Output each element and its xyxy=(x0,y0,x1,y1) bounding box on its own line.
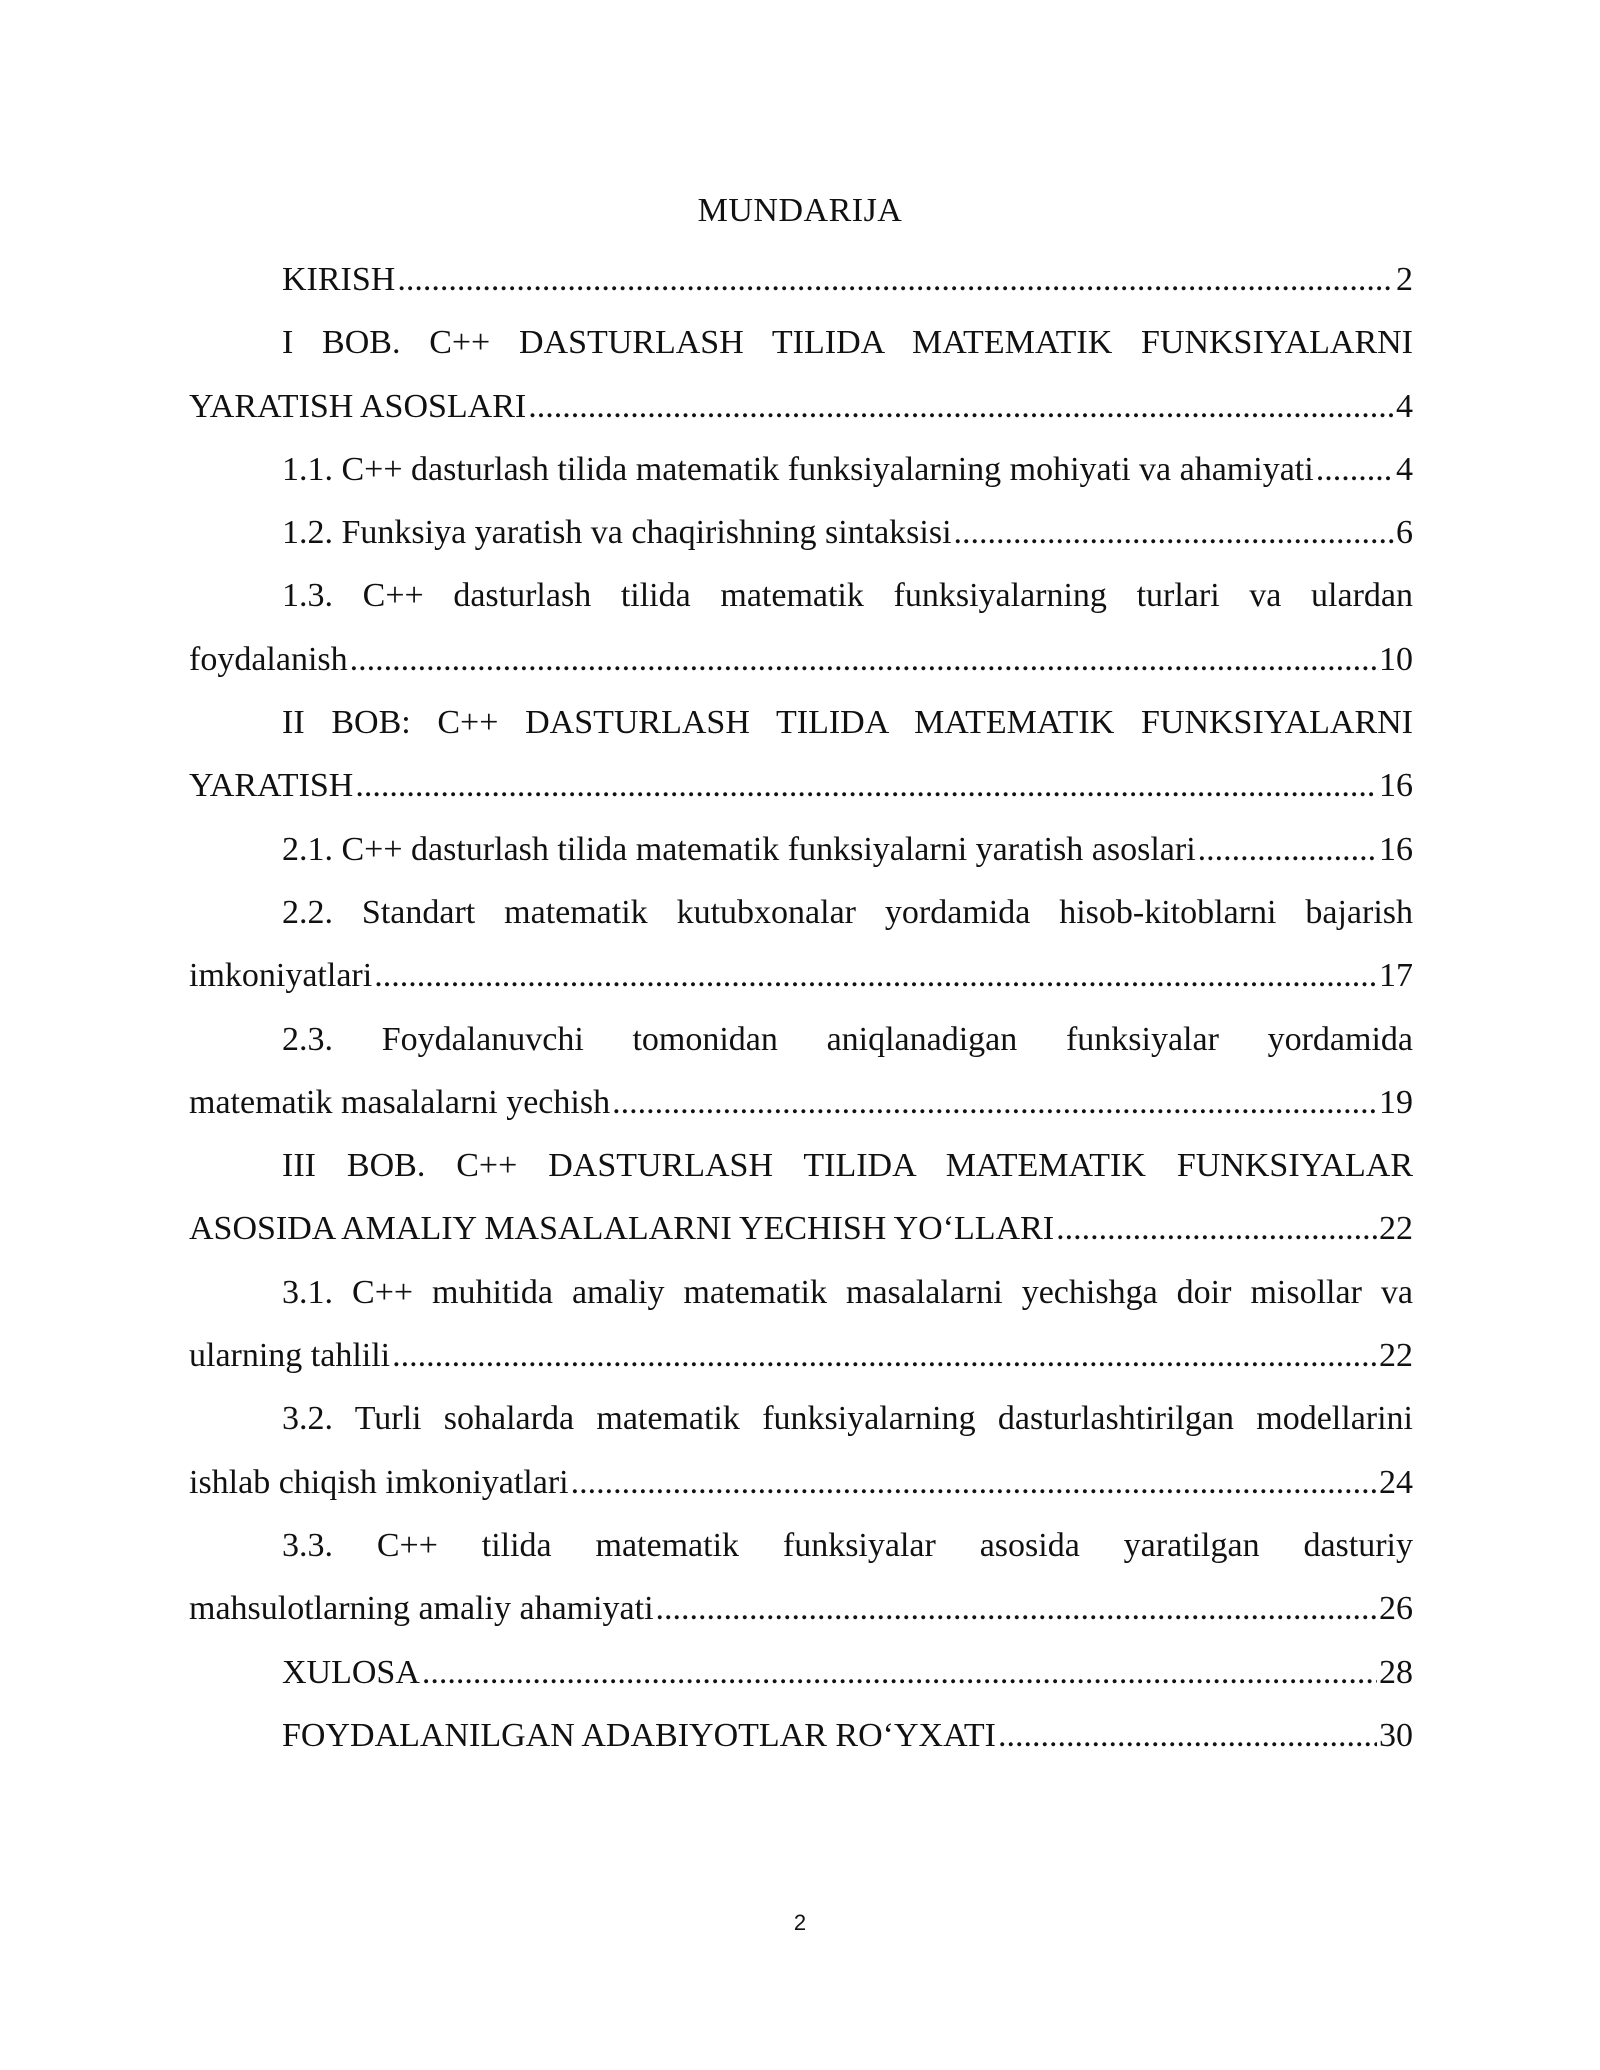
toc-page-number: 26 xyxy=(1379,1590,1413,1628)
toc-entry-text: 3.3. C++ tilida matematik funksiyalar asosida yaratilgan dasturiy xyxy=(282,1526,1413,1564)
toc-entry-text: I BOB. C++ DASTURLASH TILIDA MATEMATIK FUNKSIYALARNI xyxy=(282,324,1413,362)
dot-leader xyxy=(1056,1197,1377,1260)
toc-entry[interactable] xyxy=(189,248,1413,311)
toc-page-number: 6 xyxy=(1396,514,1413,552)
toc-entry-text: 2.1. C++ dasturlash tilida matematik funksiyalarni yaratish asoslari xyxy=(282,830,1196,868)
toc-entry[interactable] xyxy=(189,1387,1413,1514)
toc-page-number: 16 xyxy=(1379,830,1413,868)
toc-entry-text: XULOSA xyxy=(282,1653,420,1691)
toc-entry[interactable] xyxy=(189,1261,1413,1388)
toc-entry-text: 2.3. Foydalanuvchi tomonidan aniqlanadigan funksiyalar yordamida xyxy=(282,1020,1413,1058)
toc-entry[interactable] xyxy=(189,881,1413,1008)
table-of-contents xyxy=(189,248,1413,1767)
dot-leader xyxy=(612,1071,1377,1134)
toc-entry-text: 1.2. Funksiya yaratish va chaqirishning sintaksisi xyxy=(282,514,952,552)
dot-leader xyxy=(350,628,1377,691)
toc-entry-text: FOYDALANILGAN ADABIYOTLAR RO‘YXATI xyxy=(282,1716,996,1754)
toc-entry-text: mahsulotlarning amaliy ahamiyati xyxy=(189,1590,654,1628)
toc-entry-text: YARATISH ASOSLARI xyxy=(189,387,527,425)
toc-page-number: 10 xyxy=(1379,640,1413,678)
toc-entry[interactable] xyxy=(189,691,1413,818)
toc-entry-text: ularning tahlili xyxy=(189,1337,391,1375)
dot-leader xyxy=(528,375,1394,438)
toc-page-number: 24 xyxy=(1379,1463,1413,1501)
toc-entry-text: imkoniyatlari xyxy=(189,957,373,995)
toc-entry[interactable] xyxy=(189,818,1413,881)
toc-entry-text: foydalanish xyxy=(189,640,348,678)
dot-leader xyxy=(1198,818,1377,881)
toc-page-number: 17 xyxy=(1379,957,1413,995)
dot-leader xyxy=(656,1577,1377,1640)
toc-entry-text: 3.1. C++ muhitida amaliy matematik masalalarni yechishga doir misollar va xyxy=(282,1273,1413,1311)
dot-leader xyxy=(1316,438,1394,501)
toc-entry-text: 1.1. C++ dasturlash tilida matematik funksiyalarning mohiyati va ahamiyati xyxy=(282,450,1314,488)
toc-entry-text: YARATISH xyxy=(189,767,354,805)
dot-leader xyxy=(397,248,1394,311)
toc-entry-text: ishlab chiqish imkoniyatlari xyxy=(189,1463,569,1501)
toc-entry[interactable] xyxy=(189,1641,1413,1704)
toc-entry-text: ASOSIDA AMALIY MASALALARNI YECHISH YO‘LLARI xyxy=(189,1210,1055,1248)
toc-entry[interactable] xyxy=(189,438,1413,501)
toc-entry[interactable] xyxy=(189,564,1413,691)
toc-page-number: 28 xyxy=(1379,1653,1413,1691)
toc-entry-text: 3.2. Turli sohalarda matematik funksiyalarning dasturlashtirilgan modellarini xyxy=(282,1400,1413,1438)
toc-entry-text: 1.3. C++ dasturlash tilida matematik funksiyalarning turlari va ulardan xyxy=(282,577,1413,615)
toc-entry[interactable] xyxy=(189,1704,1413,1767)
page-number: 2 xyxy=(793,1910,807,1935)
toc-page-number: 22 xyxy=(1379,1337,1413,1375)
toc-page-number: 4 xyxy=(1396,450,1413,488)
dot-leader xyxy=(571,1451,1377,1514)
toc-entry-text: III BOB. C++ DASTURLASH TILIDA MATEMATIK FUNKSIYALAR xyxy=(282,1147,1413,1185)
toc-page-number: 30 xyxy=(1379,1716,1413,1754)
toc-page-number: 2 xyxy=(1396,261,1413,298)
toc-page-number: 19 xyxy=(1379,1083,1413,1121)
toc-entry[interactable] xyxy=(189,1134,1413,1261)
toc-entry[interactable] xyxy=(189,1008,1413,1135)
toc-page-number: 4 xyxy=(1396,387,1413,425)
toc-page-number: 22 xyxy=(1379,1210,1413,1248)
dot-leader xyxy=(998,1704,1377,1767)
page-title: MUNDARIJA xyxy=(697,192,903,229)
toc-entry[interactable] xyxy=(189,501,1413,564)
dot-leader xyxy=(422,1641,1377,1704)
dot-leader xyxy=(355,754,1377,817)
toc-page-number: 16 xyxy=(1379,767,1413,805)
dot-leader xyxy=(374,944,1377,1007)
toc-entry[interactable] xyxy=(189,1514,1413,1641)
toc-entry-text: KIRISH xyxy=(282,261,396,298)
toc-entry-text: 2.2. Standart matematik kutubxonalar yordamida hisob-kitoblarni bajarish xyxy=(282,893,1413,931)
toc-entry-text: II BOB: C++ DASTURLASH TILIDA MATEMATIK FUNKSIYALARNI xyxy=(282,704,1413,742)
toc-entry[interactable] xyxy=(189,311,1413,438)
dot-leader xyxy=(392,1324,1377,1387)
dot-leader xyxy=(954,501,1394,564)
toc-entry-text: matematik masalalarni yechish xyxy=(189,1083,611,1121)
